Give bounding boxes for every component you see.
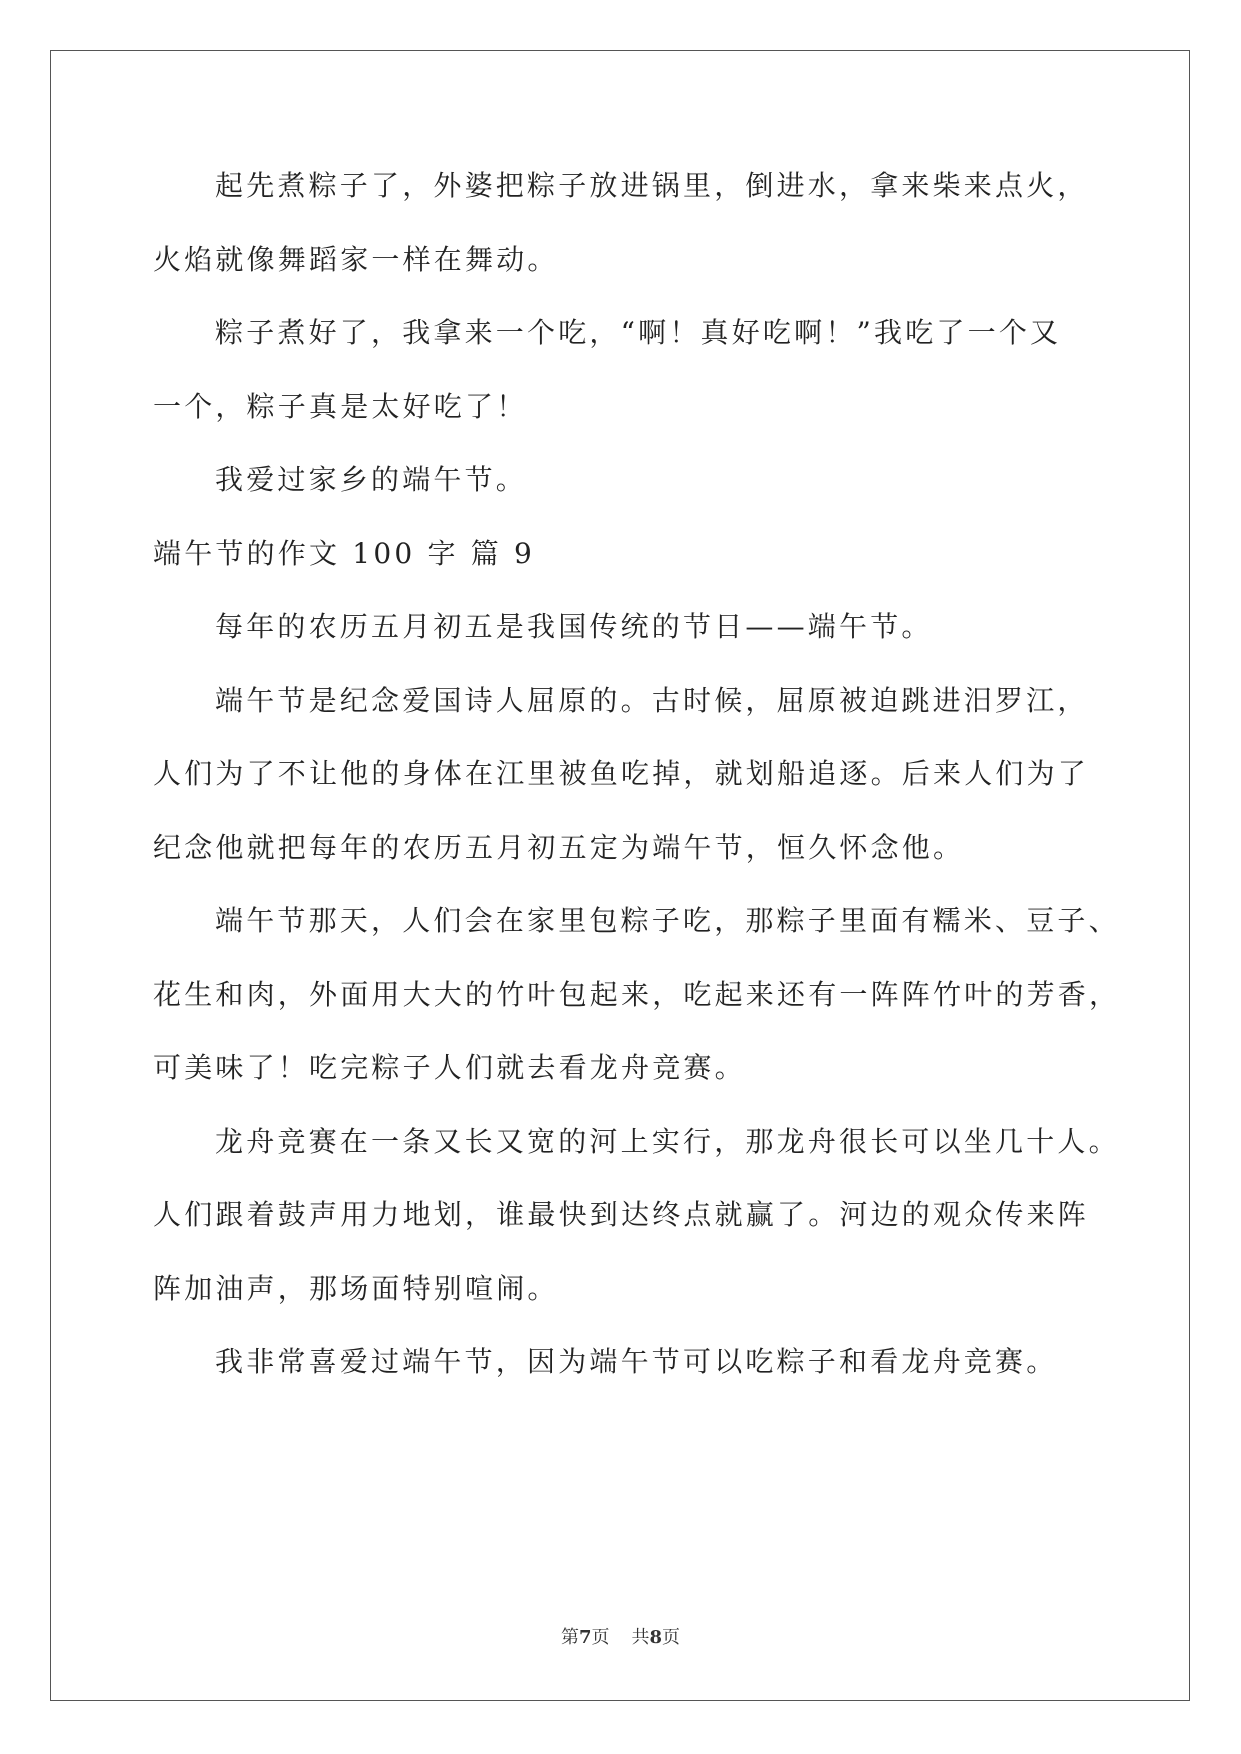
total-suffix: 页	[662, 1627, 681, 1648]
text-line: 一个，粽子真是太好吃了！	[153, 389, 528, 423]
text-line: 人们跟着鼓声用力地划，谁最快到达终点就赢了。河边的观众传来阵	[153, 1198, 1090, 1231]
text-line: 每年的农历五月初五是我国传统的节日——端午节。	[215, 610, 933, 643]
text-line: 我爱过家乡的端午节。	[215, 463, 528, 496]
text-line: 粽子煮好了，我拿来一个吃，“啊！真好吃啊！”我吃了一个又	[215, 316, 1062, 349]
total-prefix: 共	[631, 1627, 650, 1648]
text-line: 我非常喜爱过端午节，因为端午节可以吃粽子和看龙舟竞赛。	[215, 1345, 1058, 1378]
text-line: 纪念他就把每年的农历五月初五定为端午节，恒久怀念他。	[153, 830, 965, 864]
text-line: 端午节是纪念爱国诗人屈原的。古时候，屈原被迫跳进汨罗江，	[215, 683, 1089, 717]
text-line: 起先煮粽子了，外婆把粽子放进锅里，倒进水，拿来柴来点火，	[215, 169, 1089, 202]
section-heading: 端午节的作文 100 字 篇 9	[153, 536, 536, 570]
text-line: 花生和肉，外面用大大的竹叶包起来，吃起来还有一阵阵竹叶的芳香，	[153, 977, 1121, 1011]
text-line: 人们为了不让他的身体在江里被鱼吃掉，就划船追逐。后来人们为了	[153, 757, 1090, 790]
text-line: 龙舟竞赛在一条又长又宽的河上实行，那龙舟很长可以坐几十人。	[215, 1124, 1120, 1158]
page-footer	[0, 1623, 1241, 1649]
text-line: 火焰就像舞蹈家一样在舞动。	[153, 242, 559, 276]
document-body	[153, 167, 1121, 1417]
page-current: 7	[578, 1627, 592, 1648]
text-line: 可美味了！吃完粽子人们就去看龙舟竞赛。	[153, 1051, 746, 1084]
text-line: 阵加油声，那场面特别喧闹。	[153, 1271, 559, 1305]
page-prefix: 第	[560, 1627, 579, 1648]
page-suffix: 页	[591, 1627, 610, 1648]
text-line: 端午节那天，人们会在家里包粽子吃，那粽子里面有糯米、豆子、	[215, 904, 1120, 937]
page-total: 8	[649, 1627, 663, 1648]
